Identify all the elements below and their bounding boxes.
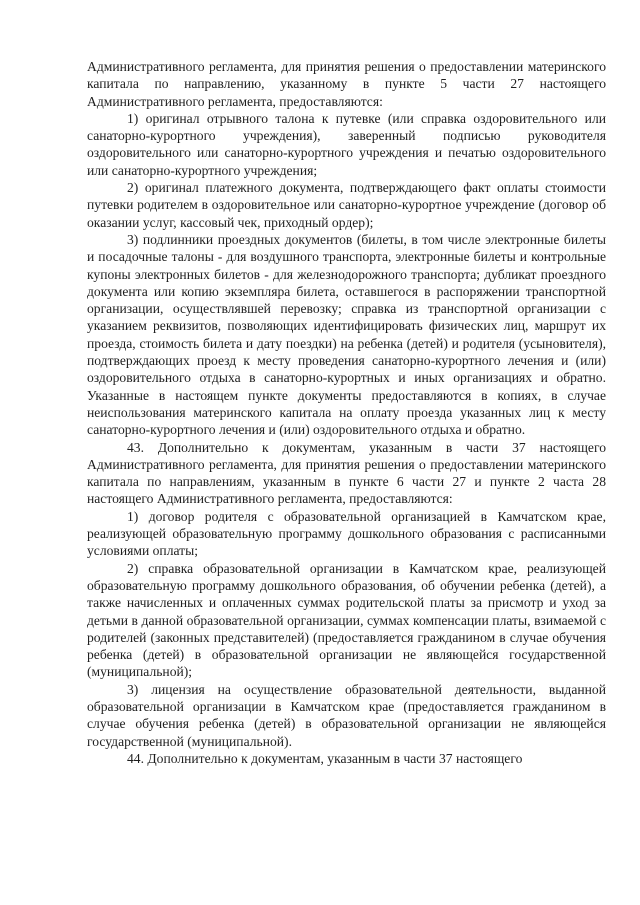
paragraph: 3) лицензия на осуществление образовательной деятельности, выданной образовательной организации в Камчатском крае (предоставляется гражданином в случае обучения ребенка (детей) в образовательной организации не являющейся государственной (муниципальной). [87,681,606,749]
paragraph: 2) оригинал платежного документа, подтверждающего факт оплаты стоимости путевки родителем в оздоровительное или санаторно-курортное учреждение (договор об оказании услуг, кассовый чек, приходный ордер); [87,180,606,230]
paragraph: 1) договор родителя с образовательной организацией в Камчатском крае, реализующей образовательную программу дошкольного образования с расписанными условиями оплаты; [87,508,606,559]
paragraph: 2) справка образовательной организации в Камчатском крае, реализующей образовательную программу дошкольного образования, об обучении ребенка (детей), а также начисленных и оплаченных суммах родительской платы за присмотр и уход за детьми в данной образовательной организации, суммах компенсации платы, взимаемой с родителей (законных представителей) (предоставляется гражданином в случае обучения ребенка (детей) в образовательной организации не являющейся государственной (муниципальной); [87,560,606,680]
paragraph: Административного регламента, для принятия решения о предоставлении материнского капитала по направлению, указанному в пункте 5 части 27 настоящего Административного регламента, предоставляются: [87,59,606,109]
document-body [87,58,606,767]
paragraph: 44. Дополнительно к документам, указанным в части 37 настоящего [127,750,523,766]
paragraph: 1) оригинал отрывного талона к путевке (или справка оздоровительного или санаторно-курортного учреждения), заверенный подписью руководителя оздоровительного или санаторно-курортного учреждения и печатью оздоровительного или санаторно-курортного учреждения; [87,110,606,178]
paragraph: 43. Дополнительно к документам, указанным в части 37 настоящего Административного регламента, для принятия решения о предоставлении материнского капитала по направлениям, указанным в пункте 6 части 27 и пункте 2 часта 28 настоящего Административного регламента, предоставляются: [87,439,606,507]
paragraph: 3) подлинники проездных документов (билеты, в том числе электронные билеты и посадочные талоны - для воздушного транспорта, электронные билеты и контрольные купоны электронных билетов - для железнодорожного транспорта; дубликат проездного документа или копию экземпляра билета, оставшегося в распоряжении транспортной организации, осуществлявшей перевозку; справка из транспортной организации с указанием реквизитов, позволяющих идентифицировать физических лиц, маршрут их проезда, стоимость билета и дату поездки) на ребенка (детей) и родителя (усыновителя), подтверждающих проезд к месту проведения санаторно-курортного лечения и (или) оздоровительного отдыха в санаторно-курортных и иных организациях и обратно. Указанные в настоящем пункте документы предоставляются в копиях, в случае неиспользования материнского капитала на оплату проезда указанных лиц к месту санаторно-курортного лечения и (или) оздоровительного отдыха и обратно. [87,231,606,438]
